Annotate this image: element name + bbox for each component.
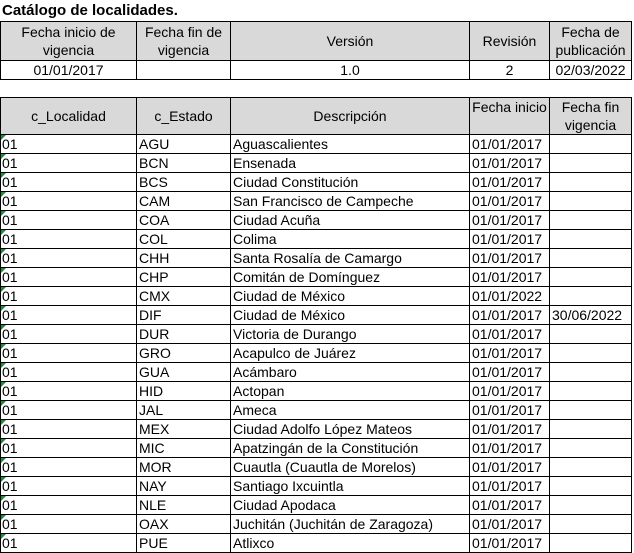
cell-text: Colima (233, 231, 277, 247)
cell-fecha-fin-vigencia[interactable] (550, 477, 632, 496)
table-row (1, 363, 632, 382)
cell-text: 01 (2, 193, 18, 209)
text-indicator-icon (1, 477, 6, 482)
cell-text: NAY (139, 478, 167, 494)
cell-text: HID (139, 383, 164, 399)
cell-descripcion[interactable] (231, 477, 470, 496)
cell-c-localidad[interactable] (1, 420, 137, 439)
cell-fecha-inicio[interactable] (470, 515, 550, 534)
table-row (1, 515, 632, 534)
metadata-table (0, 21, 632, 80)
cell-fecha-fin-vigencia[interactable] (550, 249, 632, 268)
cell-fecha-fin-vigencia[interactable] (550, 496, 632, 515)
cell-fecha-fin-vigencia[interactable] (550, 534, 632, 553)
cell-c-localidad[interactable] (1, 154, 137, 173)
cell-descripcion[interactable] (231, 496, 470, 515)
header-fecha-inicio[interactable]: Fecha inicio (470, 98, 550, 135)
cell-c-estado[interactable] (137, 382, 231, 401)
cell-text: 01 (2, 383, 18, 399)
text-indicator-icon (1, 249, 6, 254)
text-indicator-icon (1, 382, 6, 387)
cell-c-estado[interactable] (137, 268, 231, 287)
text-indicator-icon (1, 458, 6, 463)
cell-c-estado[interactable] (137, 325, 231, 344)
table-row (1, 287, 632, 306)
cell-descripcion[interactable] (231, 420, 470, 439)
cell-text: 01 (2, 307, 18, 323)
cell-text: 01 (2, 212, 18, 228)
cell-text: 01 (2, 478, 18, 494)
cell-c-localidad[interactable] (1, 458, 137, 477)
cell-fecha-inicio[interactable] (470, 458, 550, 477)
cell-text: 01/01/2017 (472, 383, 543, 399)
cell-text: OAX (139, 516, 169, 532)
cell-text: 01/01/2017 (472, 136, 543, 152)
cell-c-estado[interactable] (137, 477, 231, 496)
cell-descripcion[interactable] (231, 287, 470, 306)
cell-text: Ciudad Adolfo López Mateos (233, 421, 413, 437)
cell-fecha-inicio[interactable] (470, 420, 550, 439)
table-row (1, 420, 632, 439)
cell-c-estado[interactable] (137, 515, 231, 534)
cell-text: 01 (2, 231, 18, 247)
cell-text: CHP (139, 269, 169, 285)
table-row (1, 154, 632, 173)
cell-c-localidad[interactable] (1, 534, 137, 553)
cell-c-estado[interactable] (137, 249, 231, 268)
header-version[interactable]: Versión (231, 22, 470, 61)
cell-text: MOR (139, 459, 172, 475)
cell-text: CMX (139, 288, 171, 304)
cell-descripcion[interactable] (231, 173, 470, 192)
header-fecha-publicacion[interactable]: Fecha de publicación (550, 22, 632, 61)
cell-fecha-fin-vigencia[interactable] (550, 363, 632, 382)
text-indicator-icon (1, 496, 6, 501)
cell-text: Ciudad de México (233, 288, 346, 304)
table-row (1, 325, 632, 344)
cell-c-estado[interactable] (137, 401, 231, 420)
cell-fecha-inicio[interactable] (470, 154, 550, 173)
cell-fecha-fin-vigencia[interactable] (550, 230, 632, 249)
cell-fecha-fin-vigencia[interactable] (550, 173, 632, 192)
cell-text: 01 (2, 440, 18, 456)
cell-fecha-inicio[interactable] (470, 382, 550, 401)
cell-text: CAM (139, 193, 171, 209)
cell-c-localidad[interactable] (1, 401, 137, 420)
localidades-table (0, 97, 632, 553)
cell-fecha-fin-vigencia[interactable] (550, 211, 632, 230)
cell-c-estado[interactable] (137, 287, 231, 306)
cell-text: AGU (139, 136, 170, 152)
cell-fecha-inicio[interactable] (470, 363, 550, 382)
cell-fecha-fin-vigencia[interactable] (550, 306, 632, 325)
cell-text: Ensenada (233, 155, 297, 171)
cell-text: GUA (139, 364, 170, 380)
cell-text: 01 (2, 364, 18, 380)
cell-text: 01/01/2017 (472, 497, 543, 513)
cell-c-localidad[interactable] (1, 287, 137, 306)
cell-text: 30/06/2022 (552, 307, 623, 323)
cell-c-estado[interactable] (137, 534, 231, 553)
cell-text: 01/01/2017 (472, 193, 543, 209)
text-indicator-icon (1, 192, 6, 197)
cell-c-localidad[interactable] (1, 496, 137, 515)
cell-fecha-fin-vigencia[interactable] (550, 287, 632, 306)
cell-c-localidad[interactable] (1, 325, 137, 344)
table-row (1, 249, 632, 268)
cell-text: Ameca (233, 402, 277, 418)
cell-c-localidad[interactable] (1, 344, 137, 363)
cell-text: Ciudad Constitución (233, 174, 359, 190)
cell-text: COL (139, 231, 168, 247)
cell-text: DIF (139, 307, 162, 323)
cell-text: 01/01/2017 (472, 478, 543, 494)
cell-c-localidad[interactable] (1, 230, 137, 249)
cell-fecha-inicio[interactable] (470, 325, 550, 344)
cell-text: MIC (139, 440, 165, 456)
cell-text: GRO (139, 345, 171, 361)
cell-descripcion[interactable] (231, 401, 470, 420)
cell-text: Actopan (233, 383, 285, 399)
cell-text: BCS (139, 174, 168, 190)
cell-c-estado[interactable] (137, 363, 231, 382)
cell-text: 01/01/2022 (472, 288, 543, 304)
cell-descripcion[interactable] (231, 135, 470, 154)
cell-text: 01/01/2017 (472, 326, 543, 342)
cell-c-localidad[interactable] (1, 268, 137, 287)
cell-c-estado[interactable] (137, 192, 231, 211)
cell-text: 01 (2, 421, 18, 437)
cell-text: 01/01/2017 (472, 516, 543, 532)
cell-c-localidad[interactable] (1, 173, 137, 192)
cell-text: 01 (2, 459, 18, 475)
cell-descripcion[interactable] (231, 230, 470, 249)
cell-fecha-inicio[interactable] (470, 173, 550, 192)
cell-descripcion[interactable] (231, 211, 470, 230)
text-indicator-icon (1, 420, 6, 425)
cell-text: 01 (2, 174, 18, 190)
cell-fecha-fin-vigencia[interactable] (550, 268, 632, 287)
text-indicator-icon (1, 135, 6, 140)
cell-descripcion[interactable] (231, 363, 470, 382)
cell-text: 01/01/2017 (472, 402, 543, 418)
cell-fecha-fin-vigencia[interactable] (550, 382, 632, 401)
table-row (1, 192, 632, 211)
header-c-localidad[interactable]: c_Localidad (1, 98, 137, 135)
text-indicator-icon (1, 515, 6, 520)
cell-c-estado[interactable] (137, 420, 231, 439)
cell-text: 01/01/2017 (472, 440, 543, 456)
cell-text: 01 (2, 326, 18, 342)
table-row (1, 344, 632, 363)
cell-text: Santiago Ixcuintla (233, 478, 344, 494)
table-row (1, 401, 632, 420)
cell-text: 01 (2, 497, 18, 513)
value-fecha-inicio-vigencia[interactable]: 01/01/2017 (1, 61, 137, 80)
cell-descripcion[interactable] (231, 382, 470, 401)
cell-descripcion[interactable] (231, 515, 470, 534)
cell-text: DUR (139, 326, 170, 342)
cell-c-localidad[interactable] (1, 439, 137, 458)
cell-text: 01/01/2017 (472, 459, 543, 475)
table-row (1, 135, 632, 154)
table-row (1, 534, 632, 553)
table-row (1, 230, 632, 249)
cell-fecha-fin-vigencia[interactable] (550, 401, 632, 420)
cell-fecha-fin-vigencia[interactable] (550, 192, 632, 211)
cell-text: PUE (139, 535, 168, 551)
cell-text: Apatzingán de la Constitución (233, 440, 419, 456)
cell-fecha-inicio[interactable] (470, 192, 550, 211)
cell-descripcion[interactable] (231, 325, 470, 344)
cell-c-estado[interactable] (137, 135, 231, 154)
cell-text: 01/01/2017 (472, 250, 543, 266)
cell-c-localidad[interactable] (1, 306, 137, 325)
text-indicator-icon (1, 401, 6, 406)
text-indicator-icon (1, 534, 6, 539)
cell-c-localidad[interactable] (1, 135, 137, 154)
cell-text: 01 (2, 155, 18, 171)
cell-text: MEX (139, 421, 170, 437)
cell-fecha-fin-vigencia[interactable] (550, 325, 632, 344)
value-revision[interactable]: 2 (470, 61, 550, 80)
cell-text: Atlixco (233, 535, 275, 551)
cell-text: Comitán de Domínguez (233, 269, 381, 285)
text-indicator-icon (1, 344, 6, 349)
cell-c-localidad[interactable] (1, 249, 137, 268)
text-indicator-icon (1, 287, 6, 292)
cell-text: 01/01/2017 (472, 174, 543, 190)
cell-text: Victoria de Durango (233, 326, 357, 342)
cell-text: Ciudad Acuña (233, 212, 321, 228)
cell-text: NLE (139, 497, 167, 513)
cell-descripcion[interactable] (231, 458, 470, 477)
cell-fecha-inicio[interactable] (470, 230, 550, 249)
cell-text: CHH (139, 250, 170, 266)
cell-fecha-inicio[interactable] (470, 439, 550, 458)
cell-text: 01 (2, 269, 18, 285)
cell-c-localidad[interactable] (1, 477, 137, 496)
cell-c-estado[interactable] (137, 211, 231, 230)
table-row (1, 173, 632, 192)
table-row (1, 458, 632, 477)
cell-fecha-inicio[interactable] (470, 401, 550, 420)
cell-text: 01 (2, 250, 18, 266)
header-descripcion[interactable]: Descripción (231, 98, 470, 135)
cell-text: 01 (2, 136, 18, 152)
cell-fecha-inicio[interactable] (470, 268, 550, 287)
cell-fecha-fin-vigencia[interactable] (550, 458, 632, 477)
cell-text: JAL (139, 402, 164, 418)
cell-text: Santa Rosalía de Camargo (233, 250, 402, 266)
header-fecha-inicio-vigencia[interactable]: Fecha inicio de vigencia (1, 22, 137, 61)
cell-fecha-inicio[interactable] (470, 344, 550, 363)
cell-c-estado[interactable] (137, 154, 231, 173)
text-indicator-icon (1, 268, 6, 273)
cell-c-estado[interactable] (137, 458, 231, 477)
cell-fecha-fin-vigencia[interactable] (550, 439, 632, 458)
cell-text: 01 (2, 516, 18, 532)
text-indicator-icon (1, 325, 6, 330)
cell-fecha-fin-vigencia[interactable] (550, 515, 632, 534)
cell-descripcion[interactable] (231, 154, 470, 173)
cell-fecha-inicio[interactable] (470, 534, 550, 553)
cell-fecha-fin-vigencia[interactable] (550, 344, 632, 363)
cell-text: 01 (2, 535, 18, 551)
cell-descripcion[interactable] (231, 439, 470, 458)
cell-fecha-inicio[interactable] (470, 477, 550, 496)
text-indicator-icon (1, 154, 6, 159)
cell-text: 01 (2, 402, 18, 418)
cell-c-localidad[interactable] (1, 382, 137, 401)
cell-fecha-inicio[interactable] (470, 306, 550, 325)
cell-descripcion[interactable] (231, 534, 470, 553)
header-fecha-fin-vigencia[interactable]: Fecha fin de vigencia (137, 22, 231, 61)
table-row (1, 439, 632, 458)
cell-text: 01 (2, 288, 18, 304)
cell-c-estado[interactable] (137, 306, 231, 325)
cell-fecha-fin-vigencia[interactable] (550, 154, 632, 173)
header-fecha-fin-vigencia[interactable]: Fecha fin vigencia (550, 98, 632, 135)
cell-text: COA (139, 212, 170, 228)
cell-c-localidad[interactable] (1, 515, 137, 534)
cell-descripcion[interactable] (231, 249, 470, 268)
cell-fecha-inicio[interactable] (470, 496, 550, 515)
table-row (1, 306, 632, 325)
cell-text: Acapulco de Juárez (233, 345, 356, 361)
cell-c-estado[interactable] (137, 496, 231, 515)
cell-text: 01/01/2017 (472, 307, 543, 323)
cell-text: 01/01/2017 (472, 155, 543, 171)
cell-descripcion[interactable] (231, 344, 470, 363)
value-fecha-publicacion[interactable]: 02/03/2022 (550, 61, 632, 80)
cell-c-localidad[interactable] (1, 192, 137, 211)
cell-text: Juchitán (Juchitán de Zaragoza) (233, 516, 433, 532)
cell-text: 01/01/2017 (472, 345, 543, 361)
cell-text: San Francisco de Campeche (233, 193, 414, 209)
table-row (1, 268, 632, 287)
cell-c-localidad[interactable] (1, 363, 137, 382)
cell-descripcion[interactable] (231, 192, 470, 211)
value-version[interactable]: 1.0 (231, 61, 470, 80)
text-indicator-icon (1, 306, 6, 311)
text-indicator-icon (1, 363, 6, 368)
header-c-estado[interactable]: c_Estado (137, 98, 231, 135)
cell-text: 01/01/2017 (472, 535, 543, 551)
cell-fecha-fin-vigencia[interactable] (550, 420, 632, 439)
cell-fecha-inicio[interactable] (470, 135, 550, 154)
cell-descripcion[interactable] (231, 268, 470, 287)
cell-text: 01 (2, 345, 18, 361)
cell-text: 01/01/2017 (472, 364, 543, 380)
cell-text: BCN (139, 155, 169, 171)
text-indicator-icon (1, 230, 6, 235)
table-row (1, 382, 632, 401)
text-indicator-icon (1, 173, 6, 178)
cell-text: 01/01/2017 (472, 231, 543, 247)
cell-c-estado[interactable] (137, 439, 231, 458)
table-row (1, 496, 632, 515)
cell-descripcion[interactable] (231, 306, 470, 325)
table-row (1, 211, 632, 230)
cell-text: Acámbaro (233, 364, 297, 380)
cell-fecha-inicio[interactable] (470, 249, 550, 268)
cell-text: 01/01/2017 (472, 212, 543, 228)
cell-text: Ciudad de México (233, 307, 346, 323)
cell-c-estado[interactable] (137, 173, 231, 192)
cell-c-estado[interactable] (137, 344, 231, 363)
table-row (1, 477, 632, 496)
cell-text: 01/01/2017 (472, 421, 543, 437)
cell-text: Cuautla (Cuautla de Morelos) (233, 459, 416, 475)
cell-text: 01/01/2017 (472, 269, 543, 285)
cell-fecha-inicio[interactable] (470, 287, 550, 306)
sheet-title: Catálogo de localidades. (2, 2, 178, 19)
cell-fecha-fin-vigencia[interactable] (550, 135, 632, 154)
text-indicator-icon (1, 211, 6, 216)
cell-fecha-inicio[interactable] (470, 211, 550, 230)
cell-c-estado[interactable] (137, 230, 231, 249)
cell-c-localidad[interactable] (1, 211, 137, 230)
cell-text: Aguascalientes (233, 136, 328, 152)
value-fecha-fin-vigencia[interactable] (137, 61, 231, 80)
header-revision[interactable]: Revisión (470, 22, 550, 61)
cell-text: Ciudad Apodaca (233, 497, 336, 513)
text-indicator-icon (1, 439, 6, 444)
